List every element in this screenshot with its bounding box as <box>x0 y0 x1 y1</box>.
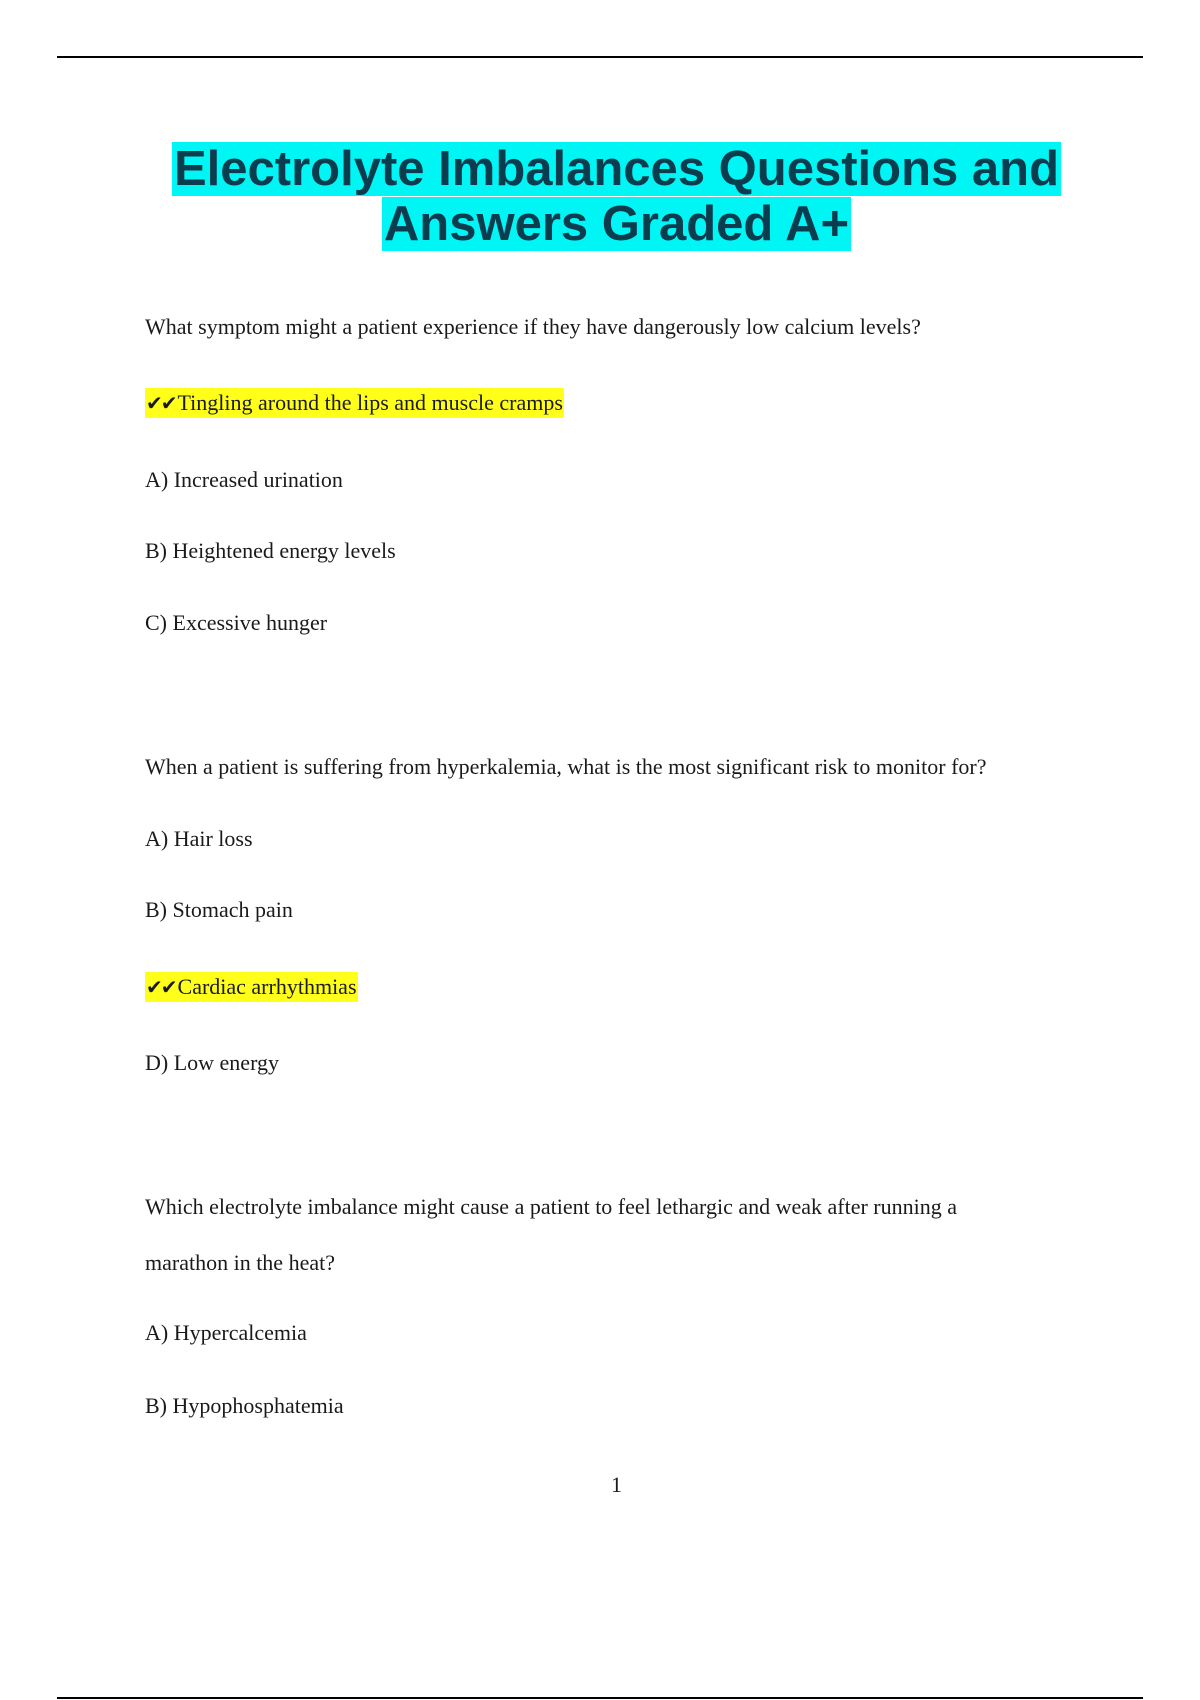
question-3-option-b: B) Hypophosphatemia <box>145 1393 344 1418</box>
question-3-option-a: A) Hypercalcemia <box>145 1320 307 1345</box>
answer-highlight <box>145 972 358 1002</box>
question-1-option-c: C) Excessive hunger <box>145 610 328 635</box>
question-2-text: When a patient is suffering from hyperkalemia, what is the most significant risk to monitor for? <box>145 754 987 779</box>
question-3-text-line-2: marathon in the heat? <box>145 1250 335 1275</box>
question-2-option-d: D) Low energy <box>145 1050 279 1075</box>
question-2-correct-answer <box>145 974 358 1000</box>
answer-text: Tingling around the lips and muscle cramps <box>177 390 563 415</box>
question-3-text-line-1: Which electrolyte imbalance might cause a patient to feel lethargic and weak after running a <box>145 1194 958 1219</box>
question-2-option-b: B) Stomach pain <box>145 897 293 922</box>
title-line-1: Electrolyte Imbalances Questions and <box>173 142 1059 196</box>
double-check-icon: ✔✔ <box>146 391 176 415</box>
question-1-option-b: B) Heightened energy levels <box>145 538 396 563</box>
answer-text: Cardiac arrhythmias <box>177 974 357 999</box>
question-1-option-a: A) Increased urination <box>145 467 343 492</box>
double-check-icon: ✔✔ <box>146 975 176 999</box>
question-1-correct-answer <box>145 390 564 416</box>
question-1-text: What symptom might a patient experience if they have dangerously low calcium levels? <box>145 314 921 339</box>
question-2-option-a: A) Hair loss <box>145 826 253 851</box>
header-rule <box>57 56 1143 58</box>
footer-rule <box>57 1697 1143 1699</box>
answer-highlight <box>145 388 564 418</box>
page-title <box>0 142 1200 252</box>
page-number: 1 <box>611 1472 622 1497</box>
title-line-2: Answers Graded A+ <box>383 197 850 251</box>
